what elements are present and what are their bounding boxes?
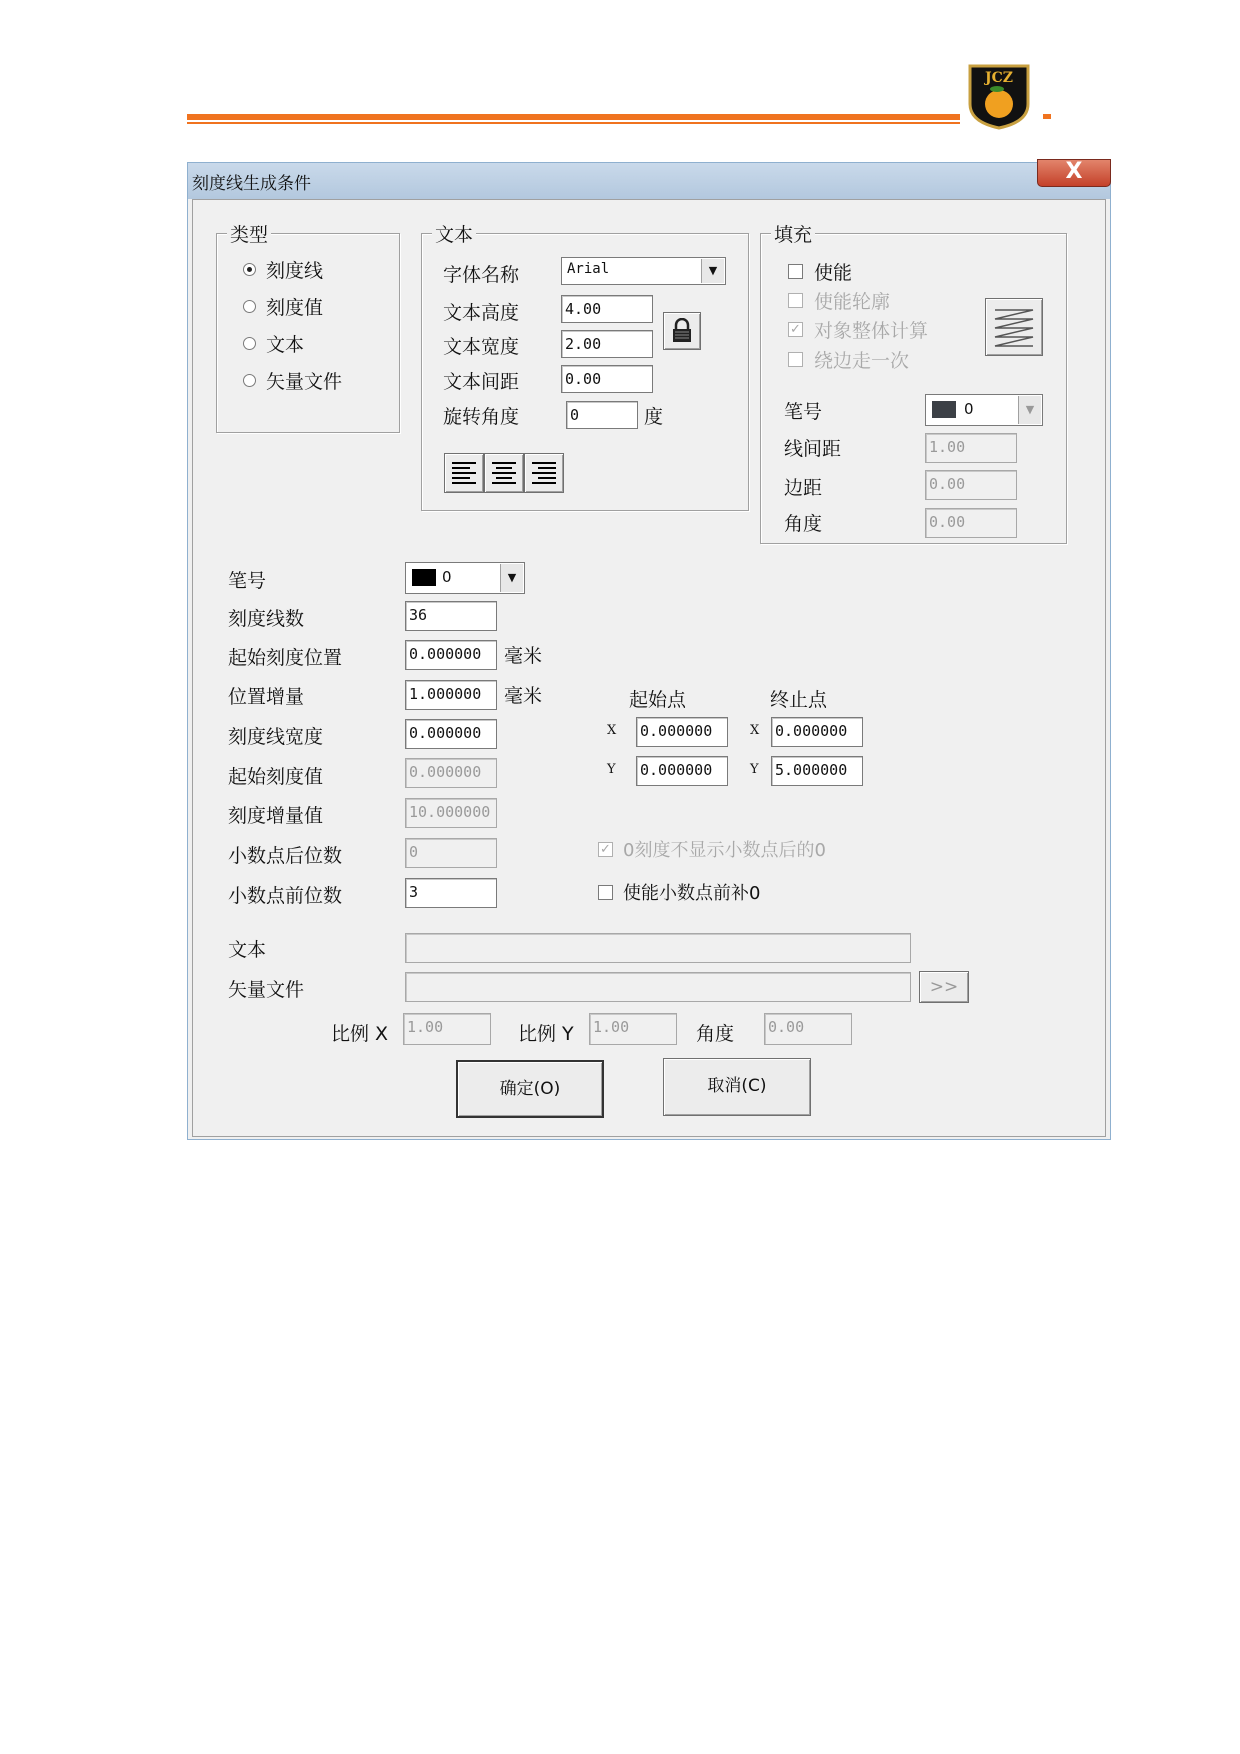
type-group [216, 224, 400, 433]
rotate-angle-input[interactable]: 0 [566, 401, 638, 429]
fill-whole-label: 对象整体计算 [814, 320, 929, 342]
chevron-down-icon[interactable]: ▼ [701, 259, 724, 283]
cancel-button[interactable]: 取消(C) [663, 1058, 811, 1116]
text-width-input[interactable]: 2.00 [561, 330, 653, 358]
pos-inc-input[interactable]: 1.000000 [405, 680, 497, 710]
pen-label: 笔号 [228, 570, 267, 592]
end-y-label: Y [750, 762, 759, 777]
line-width-input[interactable]: 0.000000 [405, 719, 497, 749]
text-input[interactable] [405, 933, 911, 963]
radio-text[interactable] [243, 337, 256, 350]
value-inc-label: 刻度增量值 [228, 805, 324, 827]
text-width-label: 文本宽度 [443, 336, 520, 358]
start-y-label: Y [607, 762, 616, 777]
align-left-icon [450, 461, 478, 485]
fill-pen-select[interactable] [925, 394, 1043, 426]
jcz-logo [964, 60, 1034, 130]
no-decimal-zero-checkbox[interactable]: ✓ [598, 842, 613, 857]
decimals-after-input[interactable]: 0 [405, 838, 497, 868]
text-group-label: 文本 [432, 220, 476, 247]
lock-icon [671, 318, 693, 344]
start-pos-input[interactable]: 0.000000 [405, 640, 497, 670]
pad-zero-checkbox[interactable] [598, 885, 613, 900]
count-input[interactable]: 36 [405, 601, 497, 631]
pen-color-swatch [412, 569, 436, 586]
start-x-input[interactable]: 0.000000 [636, 717, 728, 747]
zigzag-fill-icon [991, 304, 1037, 350]
text-spacing-input[interactable]: 0.00 [561, 365, 653, 393]
decimals-before-label: 小数点前位数 [228, 885, 343, 907]
start-y-input[interactable]: 0.000000 [636, 756, 728, 786]
type-group-label: 类型 [227, 220, 271, 247]
align-right-button[interactable] [524, 453, 564, 493]
header-rule [187, 114, 960, 120]
vector-file-input[interactable] [405, 972, 911, 1002]
line-spacing-input[interactable]: 1.00 [925, 433, 1017, 463]
rotate-angle-label: 旋转角度 [443, 406, 520, 428]
rotate-unit: 度 [644, 406, 664, 428]
fill-once-checkbox[interactable] [788, 352, 803, 367]
start-point-label: 起始点 [629, 689, 687, 711]
fill-pen-color-swatch [932, 401, 956, 418]
fill-group [760, 224, 1067, 544]
align-left-button[interactable] [444, 453, 484, 493]
align-center-icon [490, 461, 518, 485]
fill-outline-checkbox[interactable] [788, 293, 803, 308]
radio-vector-file[interactable] [243, 374, 256, 387]
no-decimal-zero-label: 0刻度不显示小数点后的0 [623, 840, 826, 861]
fill-whole-checkbox[interactable]: ✓ [788, 322, 803, 337]
radio-scale-line[interactable] [243, 263, 256, 276]
scale-x-label: 比例 X [331, 1023, 389, 1045]
close-button[interactable]: X [1037, 159, 1111, 187]
lock-ratio-button[interactable] [663, 312, 701, 350]
margin-input[interactable]: 0.00 [925, 470, 1017, 500]
decimals-after-label: 小数点后位数 [228, 845, 343, 867]
start-value-label: 起始刻度值 [228, 766, 324, 788]
radio-text-label: 文本 [266, 334, 305, 356]
scale-x-input[interactable]: 1.00 [403, 1013, 491, 1045]
scale-y-label: 比例 Y [518, 1023, 574, 1045]
pen-value: 0 [442, 568, 452, 586]
vector-file-label: 矢量文件 [228, 979, 305, 1001]
fill-outline-label: 使能轮廓 [814, 291, 891, 313]
end-point-label: 终止点 [770, 689, 828, 711]
font-name-select[interactable] [561, 257, 726, 285]
line-spacing-label: 线间距 [784, 438, 842, 460]
fill-pen-value: 0 [964, 400, 974, 418]
decimals-before-input[interactable]: 3 [405, 878, 497, 908]
chevron-down-icon[interactable]: ▼ [500, 564, 523, 592]
radio-vector-file-label: 矢量文件 [266, 371, 343, 393]
fill-angle-label: 角度 [784, 513, 823, 535]
font-name-label: 字体名称 [443, 264, 520, 286]
scale-y-input[interactable]: 1.00 [589, 1013, 677, 1045]
chevron-down-icon[interactable]: ▼ [1018, 396, 1041, 424]
title-bar[interactable] [188, 159, 1110, 199]
radio-scale-value-label: 刻度值 [266, 297, 324, 319]
radio-scale-line-label: 刻度线 [266, 260, 324, 282]
browse-button[interactable]: >> [919, 971, 969, 1003]
text-group [421, 224, 749, 511]
align-right-icon [530, 461, 558, 485]
angle-input[interactable]: 0.00 [764, 1013, 852, 1045]
pos-inc-unit: 毫米 [504, 685, 543, 707]
end-x-input[interactable]: 0.000000 [771, 717, 863, 747]
font-name-value: Arial [567, 261, 610, 277]
radio-scale-value[interactable] [243, 300, 256, 313]
pad-zero-label: 使能小数点前补0 [623, 883, 761, 904]
text-label: 文本 [228, 939, 267, 961]
value-inc-input[interactable]: 10.000000 [405, 798, 497, 828]
scale-line-dialog [187, 159, 1111, 1140]
header-dot [1043, 114, 1051, 119]
count-label: 刻度线数 [228, 608, 305, 630]
fill-style-button[interactable] [985, 298, 1043, 356]
ok-button[interactable]: 确定(O) [456, 1060, 604, 1118]
header-rule-thin [187, 122, 960, 124]
start-x-label: X [607, 723, 617, 738]
text-height-input[interactable]: 4.00 [561, 295, 653, 323]
pos-inc-label: 位置增量 [228, 686, 305, 708]
fill-group-label: 填充 [771, 220, 815, 247]
dialog-title: 刻度线生成条件 [192, 174, 311, 194]
end-x-label: X [750, 723, 760, 738]
align-center-button[interactable] [484, 453, 524, 493]
margin-label: 边距 [784, 477, 823, 499]
fill-once-label: 绕边走一次 [814, 350, 910, 372]
start-value-input[interactable]: 0.000000 [405, 758, 497, 788]
fill-pen-label: 笔号 [784, 401, 823, 423]
start-pos-unit: 毫米 [504, 645, 543, 667]
fill-enable-label: 使能 [814, 262, 853, 284]
text-spacing-label: 文本间距 [443, 371, 520, 393]
text-height-label: 文本高度 [443, 302, 520, 324]
line-width-label: 刻度线宽度 [228, 726, 324, 748]
pen-select[interactable] [405, 562, 525, 594]
start-pos-label: 起始刻度位置 [228, 647, 343, 669]
fill-enable-checkbox[interactable] [788, 264, 803, 279]
fill-angle-input[interactable]: 0.00 [925, 508, 1017, 538]
end-y-input[interactable]: 5.000000 [771, 756, 863, 786]
dialog-client [192, 199, 1106, 1137]
angle-label: 角度 [696, 1023, 735, 1045]
logo-text: JCZ [985, 70, 1013, 86]
